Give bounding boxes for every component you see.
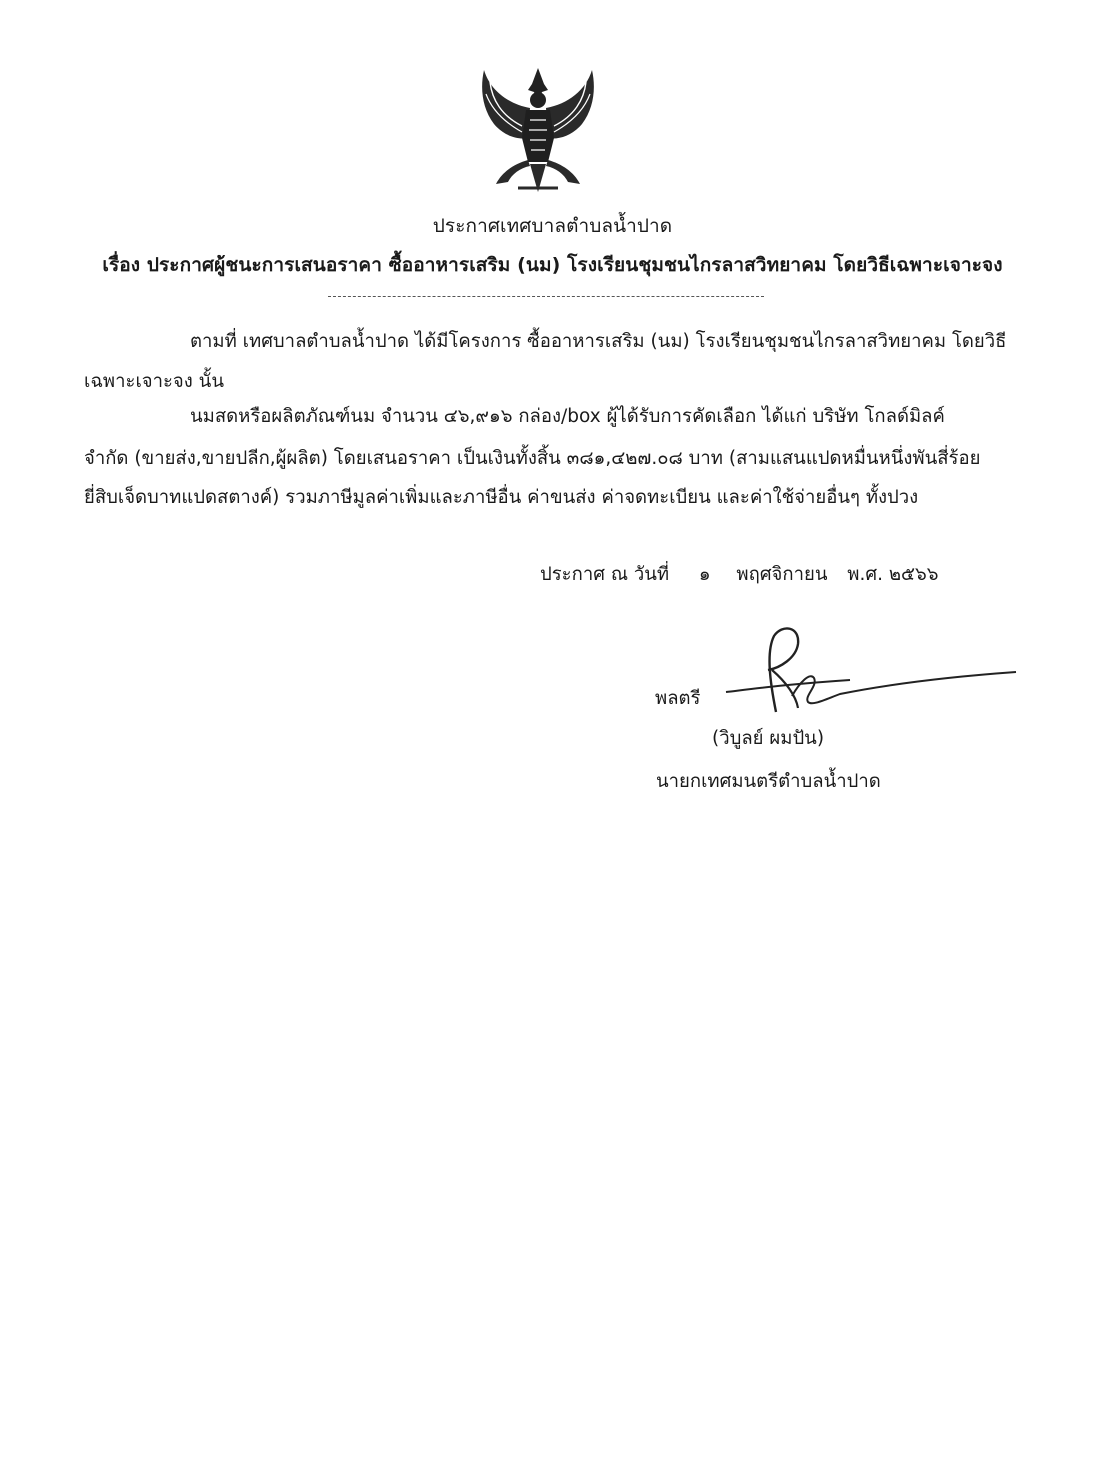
- date-prefix: ประกาศ ณ วันที่: [540, 564, 670, 585]
- date-year: พ.ศ. ๒๕๖๖: [847, 564, 939, 585]
- handwritten-signature: [700, 612, 1030, 732]
- announcement-title: ประกาศเทศบาลตำบลน้ำปาด: [432, 215, 673, 237]
- date-month: พฤศจิกายน: [736, 564, 828, 585]
- paragraph-2-line-1: นมสดหรือผลิตภัณฑ์นม จำนวน ๔๖,๙๑๖ กล่อง/box ผู้ได้รับการคัดเลือก ได้แก่ บริษัท โกลด์มิลค์: [190, 406, 945, 427]
- signatory-name: (วิบูลย์ ผมปัน): [712, 728, 825, 749]
- garuda-emblem-icon: [468, 60, 608, 200]
- paragraph-2-line-3: ยี่สิบเจ็ดบาทแปดสตางค์) รวมภาษีมูลค่าเพิ่มและภาษีอื่น ค่าขนส่ง ค่าจดทะเบียน และค่าใช้จ่ายอื่นๆ ทั้งปวง: [84, 487, 919, 508]
- signatory-rank: พลตรี: [655, 688, 701, 709]
- announcement-subject: เรื่อง ประกาศผู้ชนะการเสนอราคา ซื้ออาหารเสริม (นม) โรงเรียนชุมชนไกรลาสวิทยาคม โดยวิธีเฉพาะเจาะจง: [102, 254, 1003, 276]
- separator-line: [328, 296, 764, 297]
- announcement-date: [540, 560, 939, 589]
- signatory-position: นายกเทศมนตรีตำบลน้ำปาด: [656, 771, 881, 792]
- paragraph-1-line-1: ตามที่ เทศบาลตำบลน้ำปาด ได้มีโครงการ ซื้ออาหารเสริม (นม) โรงเรียนชุมชนไกรลาสวิทยาคม โดยวิธี: [190, 331, 1007, 352]
- date-day: ๑: [698, 564, 711, 585]
- paragraph-2-line-2: จำกัด (ขายส่ง,ขายปลีก,ผู้ผลิต) โดยเสนอราคา เป็นเงินทั้งสิ้น ๓๘๑,๔๒๗.๐๘ บาท (สามแสนแปดหมื่นหนึ่งพันสี่ร้อย: [84, 448, 981, 469]
- paragraph-1-line-2: เฉพาะเจาะจง นั้น: [84, 371, 224, 392]
